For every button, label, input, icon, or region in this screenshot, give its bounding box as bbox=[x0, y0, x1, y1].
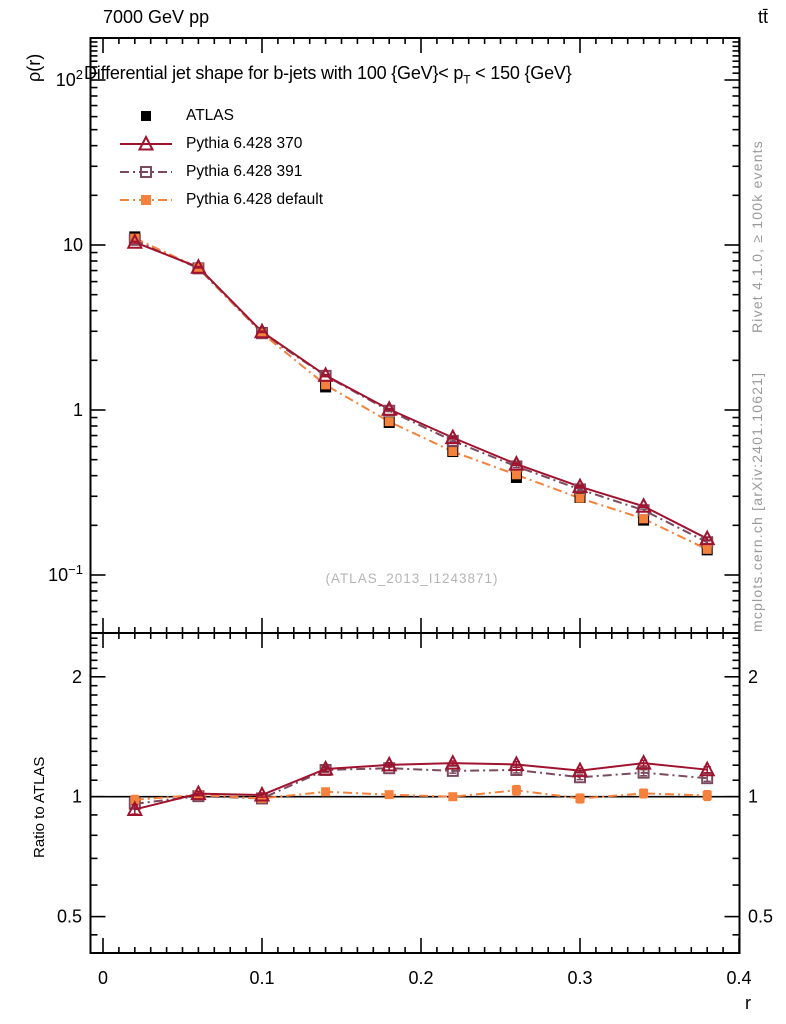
legend-item-1 bbox=[118, 130, 323, 158]
ratio-y-tick-label-right: 1 bbox=[748, 786, 759, 807]
ratio-y-tick-label-left: 2 bbox=[71, 666, 82, 687]
legend-item-3 bbox=[118, 186, 323, 214]
x-tick-label: 0.2 bbox=[408, 968, 434, 988]
ratio-y-tick-label-right: 2 bbox=[748, 666, 759, 687]
legend-label: Pythia 6.428 391 bbox=[186, 163, 303, 180]
top-y-tick-label: 10 bbox=[62, 235, 83, 255]
legend-item-2 bbox=[118, 158, 323, 186]
legend-item-0 bbox=[118, 102, 323, 130]
ratio-y-tick-label-right: 0.5 bbox=[748, 906, 774, 927]
plot-title-text: Differential jet shape for b-jets with 100 {GeV}< p bbox=[84, 63, 464, 83]
ratio-series-pythia-6-428-391 bbox=[130, 763, 712, 809]
x-tick-label: 0.4 bbox=[726, 968, 752, 988]
mcplots-arxiv-note: mcplots.cern.ch [arXiv:2401.10621] bbox=[749, 371, 765, 632]
legend bbox=[118, 102, 323, 214]
top-y-tick-label: 1 bbox=[72, 400, 83, 420]
x-axis-title: r bbox=[745, 993, 751, 1013]
ratio-y-tick-label-left: 1 bbox=[71, 786, 82, 807]
legend-marker-square-filled bbox=[118, 190, 174, 210]
ratio-series-pythia-6-428-370 bbox=[128, 756, 713, 815]
ratio-y-axis-ticks bbox=[57, 638, 773, 935]
top-y-tick-label: $10^2$ bbox=[55, 67, 83, 90]
top-points-pythia-6-428-370 bbox=[128, 235, 713, 544]
rivet-version-note: Rivet 4.1.0, ≥ 100k events bbox=[749, 140, 765, 333]
top-points-pythia-6-428-default bbox=[130, 234, 711, 554]
ratio-y-tick-label-left: 0.5 bbox=[56, 906, 82, 927]
top-points-atlas bbox=[129, 231, 712, 555]
x-tick-label: 0 bbox=[97, 968, 109, 988]
plot-title-subscript: T bbox=[463, 72, 471, 87]
top-y-tick-label: $10^{-1}$ bbox=[48, 562, 83, 585]
plot-title bbox=[84, 63, 572, 87]
plot-title-text-2: < 150 {GeV} bbox=[470, 63, 572, 83]
y-axis-label-top: ρ(r) bbox=[24, 53, 44, 82]
analysis-id-watermark: (ATLAS_2013_I1243871) bbox=[325, 571, 499, 586]
x-tick-label: 0.3 bbox=[567, 968, 593, 988]
process-label: tt̄ bbox=[757, 7, 768, 27]
top-line-pythia-6-428-370 bbox=[135, 242, 707, 538]
legend-marker-square-open bbox=[118, 162, 174, 182]
y-axis-label-ratio: Ratio to ATLAS bbox=[31, 756, 48, 858]
x-tick-label: 0.1 bbox=[249, 968, 275, 988]
legend-label: Pythia 6.428 370 bbox=[186, 135, 303, 152]
legend-label: ATLAS bbox=[186, 107, 234, 124]
top-line-pythia-6-428-391 bbox=[135, 240, 707, 542]
legend-marker-square-filled bbox=[118, 106, 174, 126]
legend-marker-triangle-open bbox=[118, 134, 174, 154]
legend-label: Pythia 6.428 default bbox=[186, 191, 324, 208]
beam-energy-label: 7000 GeV pp bbox=[103, 7, 210, 27]
